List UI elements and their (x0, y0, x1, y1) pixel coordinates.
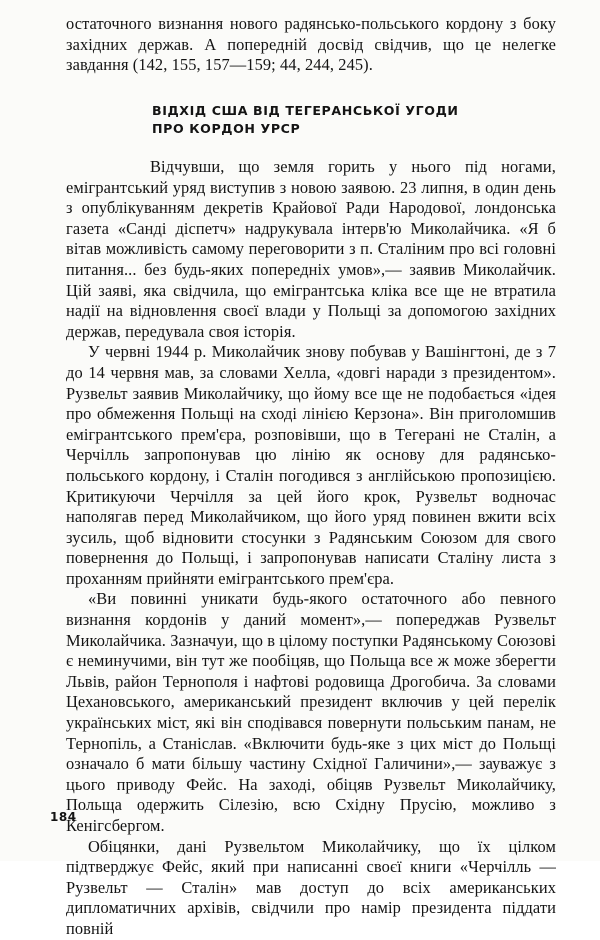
paragraph-2: У червні 1944 р. Миколайчик знову побував у Вашінгтоні, де з 7 до 14 червня мав, за словами Хелла, «довгі наради з президентом». Рузвельт заявив Миколайчику, що йому все ще не подобається «ідея про обмеження Польщі на сході лінією Керзона». Він приголомшив емігрантського прем'єра, розповівши, що в Тегерані не Сталін, а Черчілль запропонував цю лінію як основу для радянсько-польського кордону, і Сталін погодився з англійською пропозицією. Критикуючи Черчілля за цей його крок, Рузвельт водночас наполягав перед Миколайчиком, що його уряд повинен вжити всіх зусиль, щоб відновити стосунки з Радянським Союзом для свого повернення до Польщі, і запропонував написати Сталіну листа з проханням прийняти емігрантського прем'єра. (66, 342, 556, 588)
section-heading-line-1: ВІДХІД США ВІД ТЕГЕРАНСЬКОЇ УГОДИ (152, 103, 459, 118)
paragraph-4: Обіцянки, дані Рузвельтом Миколайчику, що їх цілком підтверджує Фейс, який при написанні своєї книги «Черчілль — Рузвельт — Сталін» мав доступ до всіх американських дипломатичних архівів, свідчили про намір президента піддати повній (66, 836, 556, 938)
page-number: 184 (50, 810, 77, 824)
body-text (66, 157, 556, 940)
paragraph-3: «Ви повинні уникати будь-якого остаточного або певного визнання кордонів у даний момент»,— попереджав Рузвельт Миколайчика. Зазначуи, що в цілому поступки Радянському Союзові є неминучими, він тут же пообіцяв, що Польща все ж може зберегти Львів, район Тернополя і нафтові родовища Дрогобича. За словами Цехановського, американський президент включив у цей перелік українських міст, які він сподівався повернути польським панам, не Тернопіль, а Станіслав. «Включити будь-яке з цих міст до Польщі означало б мати більшу частину Східної Галичини»,— зауважує з цього приводу Фейс. На заході, обіцяв Рузвельт Миколайчику, Польща одержить Сілезію, всю Східну Прусію, можливо з Кенігсбергом. (66, 589, 556, 835)
section-heading-line-2: ПРО КОРДОН УРСР (152, 121, 301, 136)
paragraph-1: Відчувши, що земля горить у нього під ногами, емігрантський уряд виступив з новою заявою. 23 липня, в один день з опублікуванням декретів Крайової Ради Народової, лондонська газета «Санді діспетч» надрукувала інтерв'ю Миколайчика. «Я б вітав можливість самому переговорити з п. Сталіним про всі головні питання... без будь-яких попередніх умов»,— заявив Миколайчик. Цій заяві, яка свідчила, що емігрантська кліка все ще не втратила надії на відновлення своєї влади у Польщі за допомогою західних держав, передувала своя історія. (66, 157, 556, 341)
section-heading (152, 102, 482, 138)
intro-paragraph: остаточного визнання нового радянсько-польського кордону з боку західних держав. А попередній досвід свідчив, що це нелегке завдання (142, 155, 157—159; 44, 244, 245). (66, 14, 556, 75)
